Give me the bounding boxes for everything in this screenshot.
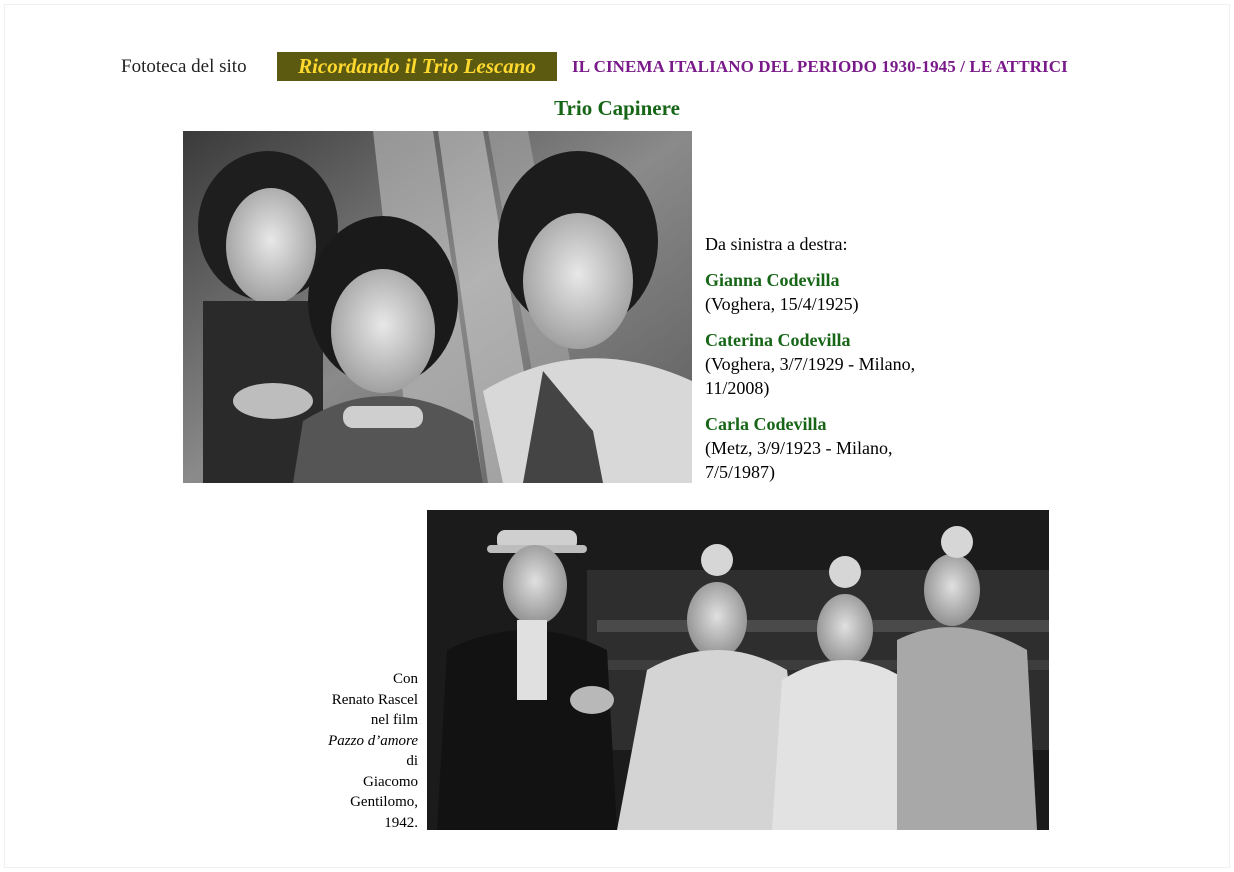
film-caption-line: Renato Rascel	[331, 691, 418, 708]
trio-portrait-photo	[183, 131, 692, 483]
film-caption-line: 1942.	[384, 814, 418, 831]
person-name: Carla Codevilla	[705, 414, 827, 434]
caption-intro: Da sinistra a destra:	[705, 234, 848, 254]
film-caption-line: Gentilomo,	[350, 794, 418, 810]
film-caption-line: Con	[392, 671, 418, 687]
film-still-photo	[427, 510, 1049, 830]
person-entry	[705, 412, 945, 484]
film-caption-line: di	[406, 753, 418, 769]
person-name: Caterina Codevilla	[705, 330, 851, 350]
person-name: Gianna Codevilla	[705, 270, 840, 290]
section-title[interactable]: IL CINEMA ITALIANO DEL PERIODO 1930-1945 / LE ATTRICI	[572, 57, 1068, 76]
film-caption	[300, 669, 418, 833]
site-label: Fototeca del sito	[121, 56, 247, 77]
film-still-image	[427, 510, 1049, 830]
trio-portrait-image	[183, 131, 692, 483]
person-dates: (Voghera, 3/7/1929 - Milano, 11/2008)	[705, 354, 916, 398]
person-dates: (Voghera, 15/4/1925)	[705, 294, 859, 314]
film-caption-line: Giacomo	[363, 773, 418, 790]
portrait-caption	[705, 232, 945, 496]
page-title: Trio Capinere	[554, 96, 680, 120]
film-title: Pazzo d’amore	[328, 732, 418, 749]
site-name-badge[interactable]: Ricordando il Trio Lescano	[277, 52, 557, 81]
film-caption-line: nel film	[370, 712, 418, 728]
person-dates: (Metz, 3/9/1923 - Milano, 7/5/1987)	[705, 438, 893, 482]
person-entry	[705, 328, 945, 400]
person-entry	[705, 268, 945, 316]
